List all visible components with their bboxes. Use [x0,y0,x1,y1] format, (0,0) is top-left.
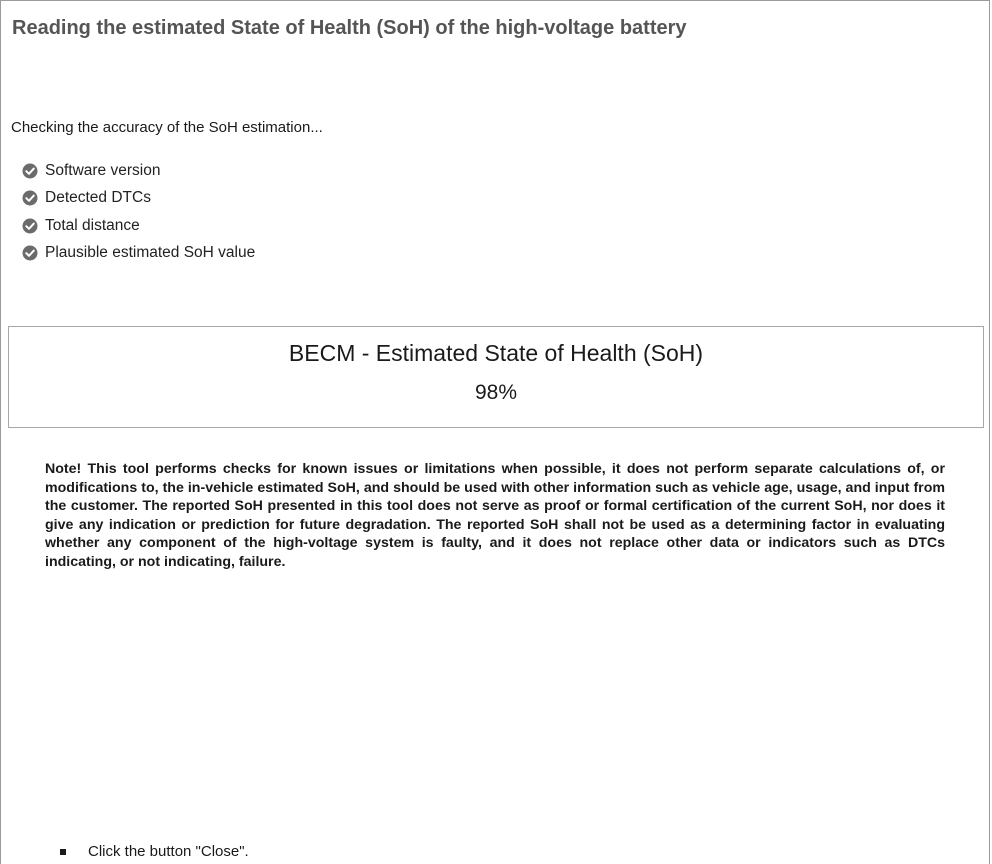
instruction-item [60,843,249,860]
soh-result-panel [8,326,984,428]
check-item-detected-dtcs [22,185,255,213]
instruction-text: Click the button "Close". [88,843,249,860]
soh-result-value: 98% [474,381,518,404]
check-item-label: Detected DTCs [45,189,151,207]
check-item-total-distance [22,212,255,240]
disclaimer-note: Note! This tool performs checks for known issues or limitations when possible, it does not perform separate calculations of, or modifications to, the in-vehicle estimated SoH, and should be used with other information such as vehicle age, usage, and input from the customer. The reported SoH presented in this tool does not serve as proof or formal certification of the current SoH, nor does it give any indication or prediction for future degradation. The reported SoH shall not be used as a determining factor in evaluating whether any component of the high-voltage system is faulty, and it does not replace other data or indicators such as DTCs indicating, or not indicating, failure. [45,461,945,570]
check-item-label: Total distance [45,216,140,234]
check-item-plausible-soh [22,240,255,268]
check-circle-icon [22,218,38,234]
check-item-software-version [22,157,255,185]
bullet-icon [60,849,66,855]
check-list [22,157,255,267]
check-item-label: Software version [45,161,161,179]
check-item-label: Plausible estimated SoH value [45,244,256,262]
checking-status-text: Checking the accuracy of the SoH estimation... [11,119,323,136]
check-circle-icon [22,190,38,206]
check-circle-icon [22,163,38,179]
soh-result-title: BECM - Estimated State of Health (SoH) [288,340,704,366]
check-circle-icon [22,245,38,261]
page-title: Reading the estimated State of Health (SoH) of the high-voltage battery [12,17,687,39]
